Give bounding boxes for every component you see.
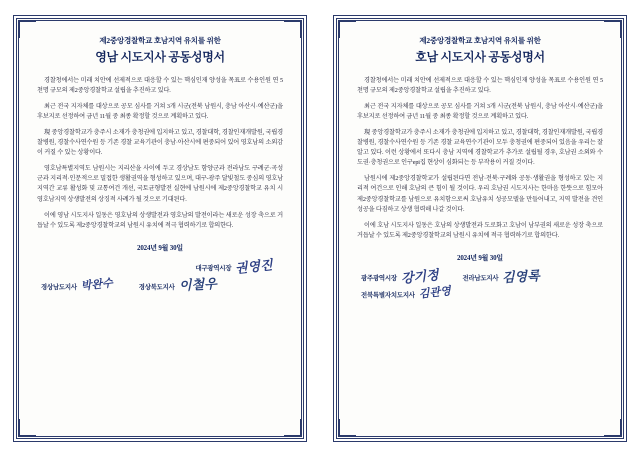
signature-mark: 권영진	[234, 256, 274, 276]
signature-mark: 김관영	[418, 285, 452, 302]
paragraph: 이에 영남 시도지사 일동은 영호남의 상생발전과 영호남의 발전이라는 새로운 성장 축으로 거듭날 수 있도록 제2중앙경찰학교의 남원시 유치에 적극 협력하기로 합의한다.	[37, 211, 283, 229]
statement-document-honam	[336, 18, 624, 439]
signature-mark: 강기정	[400, 266, 440, 286]
signature-row	[37, 256, 283, 276]
document-title-block	[37, 35, 283, 66]
document-subtitle: 제2중앙경찰학교 호남지역 유치를 위한	[419, 36, 541, 45]
signature-label: 광주광역시장	[361, 275, 397, 283]
statement-document-yeongnam	[16, 18, 304, 439]
document-title: 호남 시도지사 공동성명서	[415, 50, 545, 65]
document-right-wrapper	[320, 0, 640, 453]
paragraph: 남원시에 제2중앙경찰학교가 설립된다면 전남·전북·구례와 공동·생활권을 형성하고 있는 지리적 여건으로 인해 호남의 큰 힘이 될 것이다. 우리 호남권 시도지사는 한마음 한뜻으로 힘모아 제2중앙경찰학교를 남원으로 유치함으로써 호남유치 성공모델을 만들어내고, 지역 발전을 견인 성공을 다짐하고 상생 협력해 나갈 것이다.	[357, 175, 603, 213]
signature-mark: 이철우	[178, 276, 217, 294]
document-subtitle: 제2중앙경찰학교 호남지역 유치를 위한	[99, 36, 221, 45]
signature-row	[37, 276, 283, 294]
signature-row	[357, 266, 603, 286]
document-date: 2024년 9월 30일	[137, 243, 183, 252]
document-body	[357, 76, 603, 241]
signature-label: 대구광역시장	[195, 265, 232, 273]
corner-ornament-bottom-left-icon	[18, 419, 36, 437]
signature-label: 전북특별자치도지사	[361, 292, 415, 300]
signature-row	[357, 285, 603, 302]
paragraph: 現 중앙경찰학교가 충주시 소재가 충청권에 입지하고 있고, 경찰대학, 경찰인재개발원, 국립경찰병원, 경찰수사연수원 등 기존 경찰 교육연수기관이 모두 충청권에 편중되어 있음을 우리는 잘 알고 있다. 이런 상황에서 또다시 충남 지역에 경찰학교가 추가로 설립될 경우, 호남권 소외와 수도권·충청권으로 인구ері집 현상이 심화되는 등 부작용이 커질 것이다.	[357, 129, 603, 167]
signature-area	[357, 266, 603, 343]
paragraph: 이에 호남 시도지사 일동은 호남의 상생발전과 도로화고 호남이 남부권의 새로운 성장 축으로 거듭날 수 있도록 제2중앙경찰학교의 남원시 유치에 적극 협력하기로 합의한다.	[357, 221, 603, 239]
signature-label: 경상북도지사	[138, 284, 175, 292]
document-body	[37, 76, 283, 231]
paragraph: 경찰청에서는 미래 치안에 선제적으로 대응할 수 있는 핵심인재 양성을 목표로 수용인원 연 5천명 규모의 제2중앙경찰학교 설립을 추진하고 있다.	[357, 77, 603, 95]
corner-ornament-top-right-icon	[604, 20, 622, 38]
corner-ornament-top-left-icon	[338, 20, 356, 38]
signature-label: 전라남도지사	[462, 275, 499, 283]
signature-area	[37, 256, 283, 333]
document-date: 2024년 9월 30일	[457, 253, 503, 262]
paragraph: 최근 전국 지자체를 대상으로 공모 심사를 거쳐 3개 시군(전북 남원시, 충남 아산시·예산군)을 후보지로 선정하여 금년 11월 중 최종 확정할 것으로 계획하고 있다.	[357, 103, 603, 121]
document-title: 영남 시도지사 공동성명서	[95, 50, 225, 65]
signature-mark: 박완수	[80, 277, 114, 293]
signature-mark: 김영록	[501, 267, 541, 285]
paragraph: 現 중앙경찰학교가 충주시 소재가 충청권에 입지하고 있고, 경찰대학, 경찰인재개발원, 국립경찰병원, 경찰수사연수원 등 기존 경찰 교육기관이 충남·아산시에 편중되어 있어 영호남의 소외감이 커질 수 있는 상황이다.	[37, 129, 283, 157]
corner-ornament-top-right-icon	[284, 20, 302, 38]
corner-ornament-bottom-right-icon	[604, 419, 622, 437]
paragraph: 최근 전국 지자체를 대상으로 공모 심사를 거쳐 3개 시군(전북 남원시, 충남 아산시·예산군)을 후보지로 선정하여 금년 11월 중 최종 확정할 것으로 계획하고 있다.	[37, 103, 283, 121]
corner-ornament-bottom-right-icon	[284, 419, 302, 437]
signature-label: 경상남도지사	[41, 284, 77, 292]
paragraph: 영호남특별지역도 남원시는 지리산을 사이에 두고 경상남도 함양군과 전라남도 구례군·곡성군과 지리적·인문적으로 밀접한 생활권역을 형성하고 있으며, 대구-광주 달빛철도 중심의 영호남 지역간 교류 활성화 및 교통여건 개선, 국토균형발전 실현에 남원시에 제2중앙경찰학교 유치 시 영호남지역 상생발전의 상징적 사례가 될 것으로 기대된다.	[37, 165, 283, 203]
corner-ornament-top-left-icon	[18, 20, 36, 38]
paragraph: 경찰청에서는 미래 치안에 선제적으로 대응할 수 있는 핵심인재 양성을 목표로 수용인원 연 5천명 규모의 제2중앙경찰학교 설립을 추진하고 있다.	[37, 77, 283, 95]
corner-ornament-bottom-left-icon	[338, 419, 356, 437]
document-title-block	[357, 35, 603, 66]
